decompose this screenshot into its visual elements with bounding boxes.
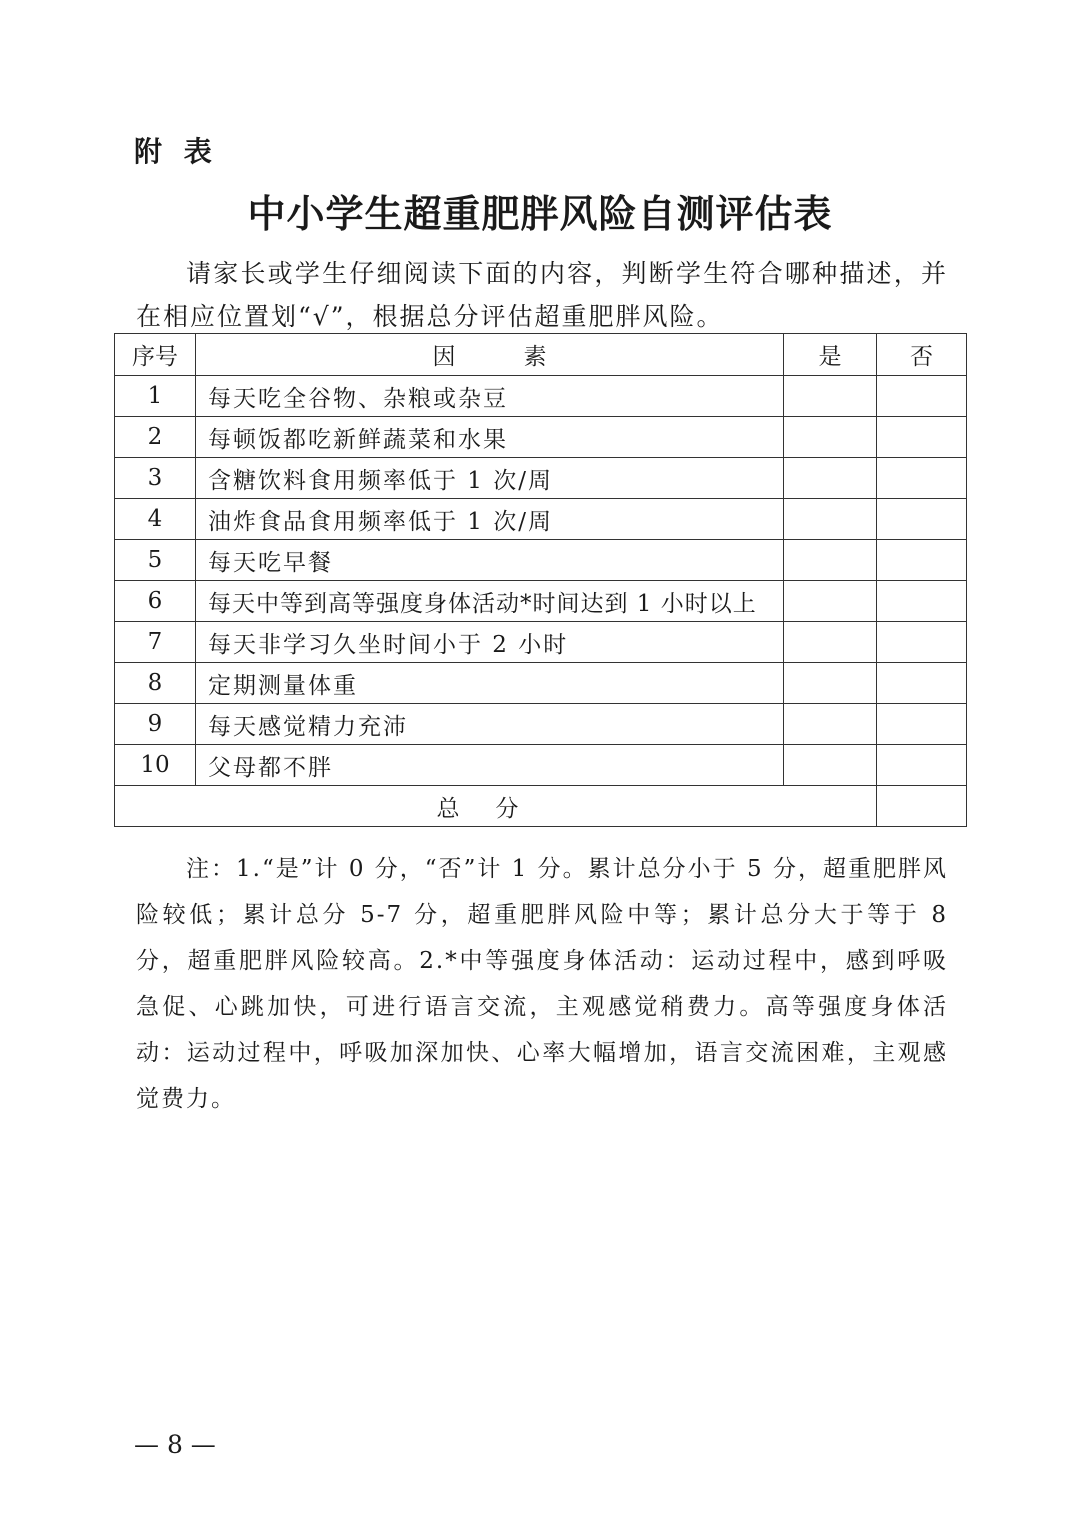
table-row bbox=[115, 663, 967, 704]
risk-assessment-table bbox=[114, 333, 967, 827]
yes-cell[interactable] bbox=[784, 581, 877, 622]
page-title: 中小学生超重肥胖风险自测评估表 bbox=[247, 192, 833, 236]
row-factor: 每天感觉精力充沛 bbox=[196, 704, 784, 745]
yes-cell[interactable] bbox=[784, 704, 877, 745]
table-row bbox=[115, 417, 967, 458]
row-factor: 父母都不胖 bbox=[196, 745, 784, 786]
total-score-cell[interactable] bbox=[877, 786, 967, 827]
row-factor: 每天吃全谷物、杂粮或杂豆 bbox=[196, 376, 784, 417]
yes-cell[interactable] bbox=[784, 540, 877, 581]
row-num: 5 bbox=[115, 540, 196, 581]
row-num: 8 bbox=[115, 663, 196, 704]
no-cell[interactable] bbox=[877, 704, 967, 745]
row-num: 10 bbox=[115, 745, 196, 786]
yes-cell[interactable] bbox=[784, 458, 877, 499]
table-row bbox=[115, 704, 967, 745]
table-row bbox=[115, 499, 967, 540]
row-factor: 含糖饮料食用频率低于 1 次/周 bbox=[196, 458, 784, 499]
no-cell[interactable] bbox=[877, 458, 967, 499]
header-no: 否 bbox=[877, 334, 967, 376]
yes-cell[interactable] bbox=[784, 376, 877, 417]
table-row bbox=[115, 622, 967, 663]
row-factor: 每顿饭都吃新鲜蔬菜和水果 bbox=[196, 417, 784, 458]
yes-cell[interactable] bbox=[784, 622, 877, 663]
table-header-row bbox=[115, 334, 967, 376]
no-cell[interactable] bbox=[877, 581, 967, 622]
total-row bbox=[115, 786, 967, 827]
row-num: 7 bbox=[115, 622, 196, 663]
page-number: — 8 — bbox=[134, 1430, 216, 1459]
no-cell[interactable] bbox=[877, 499, 967, 540]
row-factor: 油炸食品食用频率低于 1 次/周 bbox=[196, 499, 784, 540]
header-factor-char-1: 因 bbox=[432, 344, 456, 370]
row-factor: 每天中等到高等强度身体活动*时间达到 1 小时以上 bbox=[196, 581, 784, 622]
notes-paragraph: 注：1.“是”计 0 分，“否”计 1 分。累计总分小于 5 分，超重肥胖风险较低；累计总分 5-7 分，超重肥胖风险中等；累计总分大于等于 8 分，超重肥胖风险较高。2.*中等强度身体活动：运动过程中，感到呼吸急促、心跳加快，可进行语言交流，主观感觉稍费力。高等强度身体活动：运动过程中，呼吸加深加快、心率大幅增加，语言交流困难，主观感觉费力。 bbox=[136, 856, 948, 1112]
row-num: 3 bbox=[115, 458, 196, 499]
row-num: 1 bbox=[115, 376, 196, 417]
row-num: 4 bbox=[115, 499, 196, 540]
yes-cell[interactable] bbox=[784, 663, 877, 704]
no-cell[interactable] bbox=[877, 663, 967, 704]
header-num: 序号 bbox=[115, 334, 196, 376]
table-row bbox=[115, 540, 967, 581]
row-factor: 每天非学习久坐时间小于 2 小时 bbox=[196, 622, 784, 663]
row-factor: 定期测量体重 bbox=[196, 663, 784, 704]
header-factor-char-2: 素 bbox=[523, 344, 547, 370]
yes-cell[interactable] bbox=[784, 417, 877, 458]
intro-paragraph: 请家长或学生仔细阅读下面的内容，判断学生符合哪种描述，并在相应位置划“√”，根据总分评估超重肥胖风险。 bbox=[136, 259, 948, 331]
no-cell[interactable] bbox=[877, 376, 967, 417]
no-cell[interactable] bbox=[877, 745, 967, 786]
row-num: 6 bbox=[115, 581, 196, 622]
table-row bbox=[115, 458, 967, 499]
appendix-label: 附 表 bbox=[134, 135, 218, 168]
yes-cell[interactable] bbox=[784, 499, 877, 540]
row-num: 9 bbox=[115, 704, 196, 745]
no-cell[interactable] bbox=[877, 540, 967, 581]
total-label: 总分 bbox=[115, 786, 877, 827]
header-factor bbox=[196, 334, 784, 376]
no-cell[interactable] bbox=[877, 622, 967, 663]
table-row bbox=[115, 581, 967, 622]
table-row bbox=[115, 376, 967, 417]
row-num: 2 bbox=[115, 417, 196, 458]
row-factor: 每天吃早餐 bbox=[196, 540, 784, 581]
no-cell[interactable] bbox=[877, 417, 967, 458]
yes-cell[interactable] bbox=[784, 745, 877, 786]
table-row bbox=[115, 745, 967, 786]
header-yes: 是 bbox=[784, 334, 877, 376]
